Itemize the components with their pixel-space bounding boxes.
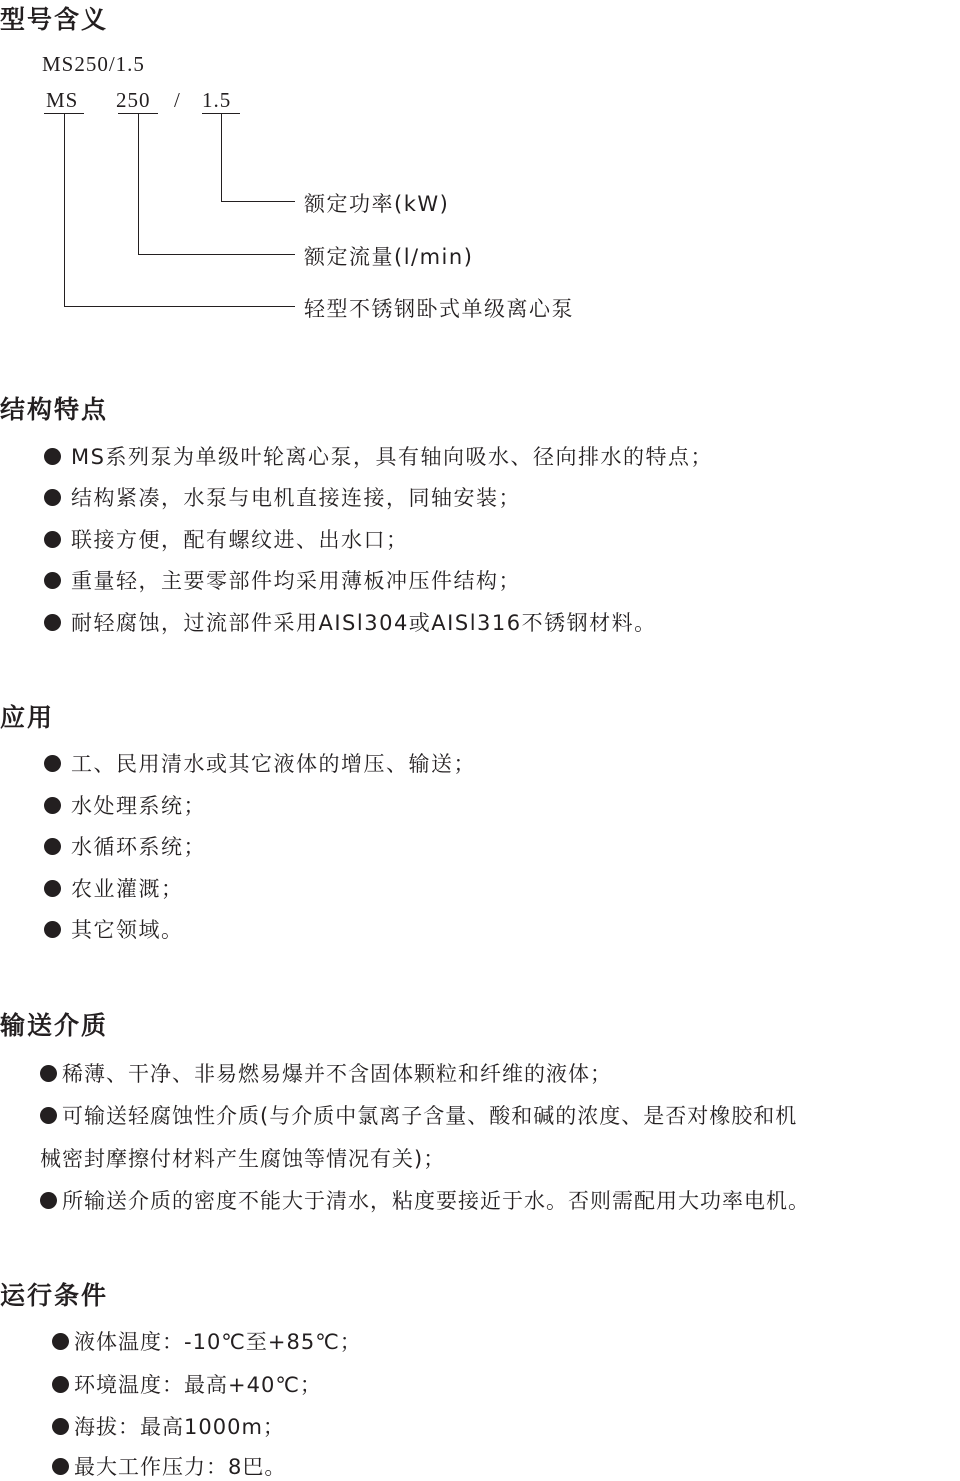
- model-part-series: MS: [46, 88, 79, 112]
- structure-heading: 结构特点: [0, 395, 109, 424]
- list-item: 液体温度：-10℃至+85℃；: [52, 1326, 362, 1356]
- bullet-icon: [52, 1333, 69, 1350]
- model-part-flow: 250: [116, 88, 151, 112]
- power-connector-v: [221, 113, 222, 201]
- flow-label: 额定流量(l/min): [304, 245, 474, 269]
- bullet-icon: [44, 572, 61, 589]
- series-label: 轻型不锈钢卧式单级离心泵: [304, 297, 574, 321]
- bullet-icon: [40, 1192, 57, 1209]
- list-item: 环境温度：最高+40℃；: [52, 1369, 322, 1399]
- list-item: 联接方便，配有螺纹进、出水口；: [44, 524, 409, 554]
- power-connector-h: [221, 201, 295, 202]
- bullet-icon: [44, 880, 61, 897]
- bullet-icon: [44, 531, 61, 548]
- flow-connector-v: [138, 113, 139, 254]
- operating-heading: 运行条件: [0, 1281, 109, 1310]
- bullet-icon: [44, 921, 61, 938]
- series-connector-v: [64, 113, 65, 306]
- list-item: 可输送轻腐蚀性介质(与介质中氯离子含量、酸和碱的浓度、是否对橡胶和机: [40, 1100, 797, 1130]
- list-item: 最大工作压力：8巴。: [52, 1451, 286, 1481]
- bullet-icon: [44, 614, 61, 631]
- bullet-icon: [40, 1107, 57, 1124]
- list-item-continuation: 械密封摩擦付材料产生腐蚀等情况有关)；: [40, 1147, 446, 1171]
- list-item: 其它领域。: [44, 914, 184, 944]
- series-connector-h: [64, 306, 295, 307]
- bullet-icon: [40, 1065, 57, 1082]
- power-label: 额定功率(kW): [304, 192, 450, 216]
- bullet-icon: [44, 755, 61, 772]
- bullet-icon: [52, 1418, 69, 1435]
- bullet-icon: [44, 448, 61, 465]
- bullet-icon: [44, 797, 61, 814]
- list-item: 稀薄、干净、非易燃易爆并不含固体颗粒和纤维的液体；: [40, 1058, 612, 1088]
- list-item: 农业灌溉；: [44, 873, 184, 903]
- model-part-power: 1.5: [202, 88, 232, 112]
- model-part-slash: /: [174, 88, 181, 112]
- list-item: 耐轻腐蚀，过流部件采用AISl304或AISl316不锈钢材料。: [44, 607, 657, 637]
- list-item: 结构紧凑，水泵与电机直接连接，同轴安装；: [44, 482, 521, 512]
- list-item: 水循环系统；: [44, 831, 206, 861]
- list-item: MS系列泵为单级叶轮离心泵，具有轴向吸水、径向排水的特点；: [44, 441, 713, 471]
- list-item: 水处理系统；: [44, 790, 206, 820]
- model-heading: 型号含义: [0, 5, 109, 34]
- list-item: 重量轻，主要零部件均采用薄板冲压件结构；: [44, 565, 521, 595]
- bullet-icon: [52, 1458, 69, 1475]
- bullet-icon: [44, 838, 61, 855]
- model-code: MS250/1.5: [42, 52, 145, 76]
- application-heading: 应用: [0, 703, 55, 732]
- bullet-icon: [52, 1376, 69, 1393]
- list-item: 所输送介质的密度不能大于清水，粘度要接近于水。否则需配用大功率电机。: [40, 1185, 810, 1215]
- list-item: 工、民用清水或其它液体的增压、输送；: [44, 748, 476, 778]
- medium-heading: 输送介质: [0, 1011, 109, 1040]
- list-item: 海拔：最高1000m；: [52, 1411, 285, 1441]
- flow-connector-h: [138, 254, 295, 255]
- bullet-icon: [44, 489, 61, 506]
